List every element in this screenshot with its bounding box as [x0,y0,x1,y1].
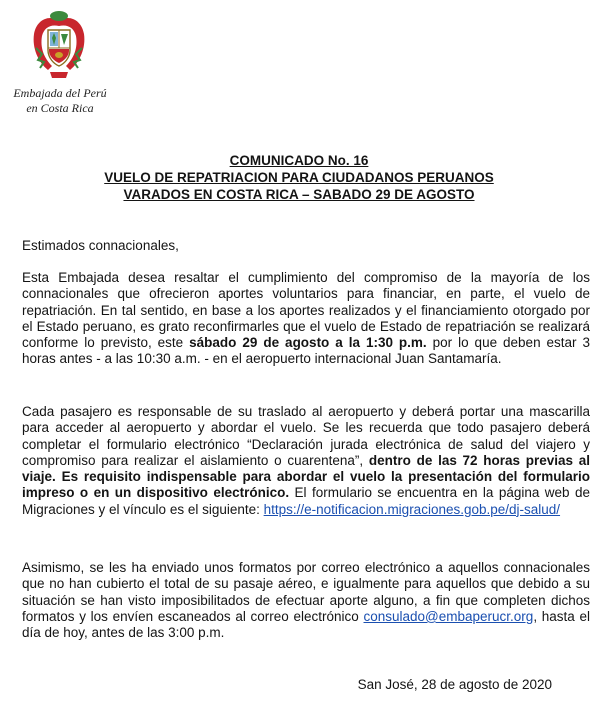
communique-number: COMUNICADO No. 16 [229,153,369,168]
peru-coat-of-arms-icon [28,8,90,80]
form-deadline-requirement: dentro de las 72 horas previas al viaje. Es requisito indispensable para abordar el vuelo la presentación del formulario impreso o en un dispositivo electrónico. [22,452,591,501]
paragraph-3-text-b: , hasta el día de hoy, antes de las 3:00 p.m. [22,608,590,641]
embassy-name [8,86,112,116]
communique-title-line-1: VUELO DE REPATRIACION PARA CIUDADANOS PERUANOS [104,170,494,185]
embassy-line-1: Embajada del Perú [13,86,107,100]
paragraph-1-text-b: por lo que deben estar 3 horas antes - a las 10:30 a.m. - en el aeropuerto internacional Juan Santamaría. [22,335,591,367]
paragraph-1-text-a: Esta Embajada desea resaltar el cumplimiento del compromiso de la mayoría de los connacionales que ofrecieron aportes voluntarios para financiar, en parte, el vuelo de repatriación. En tal sentido, en base a los aportes realizados y el financiamiento otorgado por el Estado peruano, es grato reconfirmarles que el vuelo de Estado de repatriación se realizará conforme lo previsto, este [22,270,590,351]
migraciones-form-link[interactable]: https://e-notificacion.migraciones.gob.pe/dj-salud/ [263,501,561,517]
paragraph-2-text-a: Cada pasajero es responsable de su traslado al aeropuerto y deberá portar una mascarilla para acceder al aeropuerto y abordar el vuelo. Se les recuerda que todo pasajero deberá completar el formulario electrónico “Declaración jurada electrónica de salud del viajero y compromiso para realizar el aislamiento o cuarentena”, [22,404,590,468]
communique-heading [60,152,538,203]
flight-date-time: sábado 29 de agosto a la 1:30 p.m. [189,335,427,351]
place-and-date: San José, 28 de agosto de 2020 [357,677,552,692]
paragraph-2-text-b: El formulario se encuentra en la página web de Migraciones y el vínculo es el siguiente: [22,485,590,517]
embassy-line-2: en Costa Rica [26,101,94,115]
greeting: Estimados connacionales, [22,238,179,253]
paragraph-passenger-requirements [22,404,590,518]
paragraph-payment-forms [22,560,590,641]
paragraph-3-text-a: Asimismo, se les ha enviado unos formatos por correo electrónico a aquellos connacionales que no han cubierto el total de su pasaje aéreo, e igualmente para aquellos que debido a su situación se han visto imposibilitados de efectuar aporte alguno, a fin que completen dichos formatos y los envíen escaneados al correo electrónico [22,560,590,624]
paragraph-flight-confirmation [22,270,590,368]
communique-title-line-2: VARADOS EN COSTA RICA – SABADO 29 DE AGOSTO [123,187,475,202]
consulate-email-link[interactable]: consulado@embaperucr.org [363,608,534,624]
